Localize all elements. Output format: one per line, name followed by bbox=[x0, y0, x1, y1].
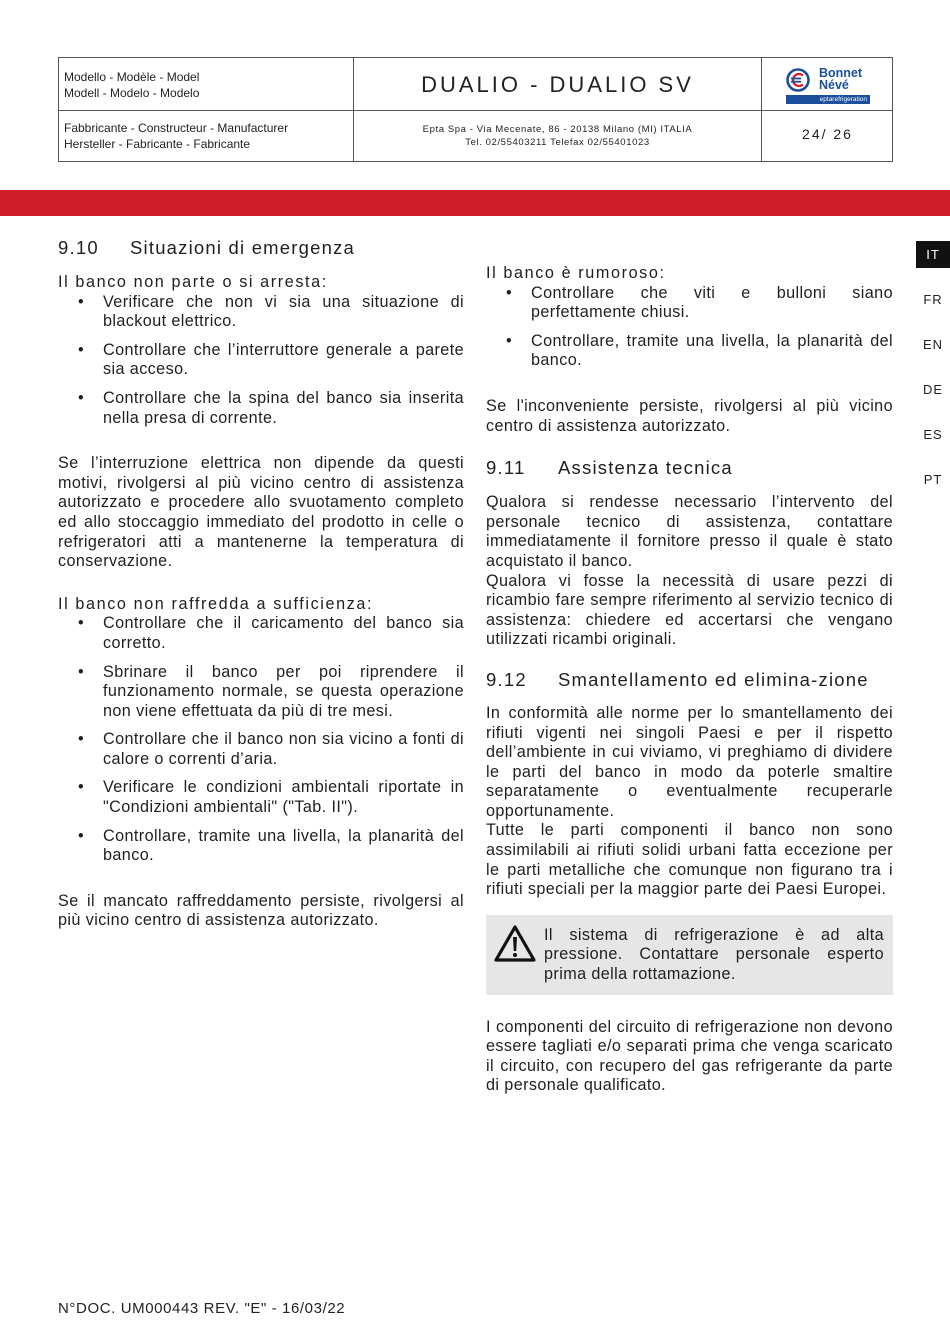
list-item: • Controllare, tramite una livella, la planarità del banco. bbox=[78, 827, 464, 866]
section-title: Smantellamento ed elimina-zione bbox=[558, 668, 869, 690]
logo-text-neve: Névé bbox=[819, 78, 849, 92]
section-number: 9.11 bbox=[486, 457, 526, 479]
logo-cell bbox=[762, 58, 893, 111]
logo-euro-icon bbox=[786, 68, 810, 92]
list-item: • Controllare che la spina del banco sia inserita nella presa di corrente. bbox=[78, 389, 464, 428]
paragraph: Se l’interruzione elettrica non dipende da questi motivi, rivolgersi al più vicino centro di assistenza autorizzato e procedere allo svuotamento completo ed allo stoccaggio immediato del prodotto in celle o refrigeratori atti a mantenerne la temperatura di conservazione. bbox=[58, 454, 464, 571]
address-line-2: Tel. 02/55403211 Telefax 02/55401023 bbox=[465, 137, 650, 148]
page-number: 24/ 26 bbox=[802, 126, 853, 142]
paragraph: Tutte le parti componenti il banco non sono assimilabili ai rifiuti solidi urbani fatta eccezione per le parti metalliche che comunque non figurano tra i rifiuti speciali per la maggior parte dei Paesi Europei. bbox=[486, 821, 893, 899]
section-9-11-heading bbox=[486, 456, 893, 479]
section-title: Assistenza tecnica bbox=[558, 457, 733, 479]
model-label-line-2: Modell - Modelo - Modelo bbox=[64, 86, 200, 100]
section-9-10-heading bbox=[58, 236, 464, 259]
list-item: • Verificare che non vi sia una situazione di blackout elettrico. bbox=[78, 293, 464, 332]
paragraph: Se il mancato raffreddamento persiste, rivolgersi al più vicino centro di assistenza autorizzato. bbox=[58, 891, 464, 930]
manufacturer-label-line-2: Hersteller - Fabricante - Fabricante bbox=[64, 137, 251, 151]
warning-triangle-icon bbox=[494, 925, 536, 963]
list-item: • Verificare le condizioni ambientali riportate in "Condizioni ambientali" ("Tab. II"). bbox=[78, 778, 464, 817]
section-title: Situazioni di emergenza bbox=[130, 237, 356, 258]
issue-noisy-list bbox=[486, 284, 893, 371]
page-number-cell bbox=[762, 111, 893, 162]
list-item: • Controllare che il banco non sia vicino a fonti di calore o correnti d’aria. bbox=[78, 730, 464, 769]
paragraph: Qualora si rendesse necessario l’intervento del personale tecnico di assistenza, contattare immediatamente il fornitore presso il quale è stato acquistato il banco. bbox=[486, 493, 893, 570]
list-item: • Sbrinare il banco per poi riprendere il funzionamento normale, se questa operazione non viene effettuata da più di tre mesi. bbox=[78, 663, 464, 722]
lang-tab-de[interactable]: DE bbox=[922, 382, 944, 397]
lang-tab-pt[interactable]: PT bbox=[923, 472, 943, 487]
list-item: • Controllare che l’interruttore generale a parete sia acceso. bbox=[78, 341, 464, 380]
right-column bbox=[486, 264, 893, 1096]
list-item: • Controllare, tramite una livella, la planarità del banco. bbox=[506, 332, 893, 371]
lang-tab-es[interactable]: ES bbox=[923, 427, 943, 442]
section-9-12-heading bbox=[486, 668, 893, 691]
document-header bbox=[58, 57, 893, 162]
address-cell bbox=[354, 111, 762, 162]
left-column bbox=[58, 236, 464, 931]
paragraph: In conformità alle norme per lo smantellamento dei rifiuti vigenti nei singoli Paesi e per il rispetto dell’ambiente in cui viviamo, vi preghiamo di dividere le parti del banco in modo da poterle smaltire separatamente o eventualmente recuperarle opportunamente. bbox=[486, 703, 893, 820]
document-number: N°DOC. UM000443 REV. "E" - 16/03/22 bbox=[58, 1300, 346, 1317]
lang-tab-it[interactable]: IT bbox=[916, 241, 950, 268]
manufacturer-label-line-1: Fabbricante - Constructeur - Manufacturer bbox=[64, 121, 289, 135]
paragraph: Se l'inconveniente persiste, rivolgersi al più vicino centro di assistenza autorizzato. bbox=[486, 396, 893, 435]
address-line-1: Epta Spa - Via Mecenate, 86 - 20138 Milano (MI) ITALIA bbox=[422, 124, 693, 135]
red-band bbox=[0, 190, 950, 216]
issue-not-cooling: Il banco non raffredda a sufficienza: bbox=[58, 594, 374, 613]
section-number: 9.10 bbox=[58, 237, 99, 258]
lang-tab-fr[interactable]: FR bbox=[923, 292, 943, 307]
logo-subtitle: eptarefrigeration bbox=[786, 95, 870, 104]
manufacturer-label-cell bbox=[59, 111, 354, 162]
issue-noisy: Il banco è rumoroso: bbox=[486, 264, 666, 282]
list-item: • Controllare che il caricamento del banco sia corretto. bbox=[78, 614, 464, 653]
model-label-cell bbox=[59, 58, 354, 111]
logo-text-bonnet: Bonnet bbox=[819, 66, 863, 80]
lang-tab-en[interactable]: EN bbox=[922, 337, 944, 352]
paragraph: I componenti del circuito di refrigerazione non devono essere tagliati e/o separati prima che venga scaricato il circuito, con recupero del gas refrigerante da parte di personale qualificato. bbox=[486, 1017, 893, 1095]
model-name: DUALIO - DUALIO SV bbox=[421, 72, 694, 97]
paragraph: Qualora vi fosse la necessità di usare pezzi di ricambio fare sempre riferimento al servizio tecnico di assistenza: chiedere ed accertarsi che vengano utilizzati ricambi originali. bbox=[486, 571, 893, 649]
bonnet-neve-logo bbox=[784, 65, 874, 105]
issue-not-cooling-list bbox=[58, 614, 464, 866]
section-number: 9.12 bbox=[486, 668, 527, 690]
warning-text: Il sistema di refrigerazione è ad alta pressione. Contattare personale esperto prima della rottamazione. bbox=[544, 925, 884, 984]
list-item: • Controllare che viti e bulloni siano perfettamente chiusi. bbox=[506, 284, 893, 323]
model-name-cell bbox=[354, 58, 762, 111]
model-label-line-1: Modello - Modèle - Model bbox=[64, 70, 200, 84]
warning-box bbox=[486, 915, 893, 995]
issue-not-starting: Il banco non parte o si arresta: bbox=[58, 273, 328, 291]
issue-not-starting-list bbox=[58, 293, 464, 429]
